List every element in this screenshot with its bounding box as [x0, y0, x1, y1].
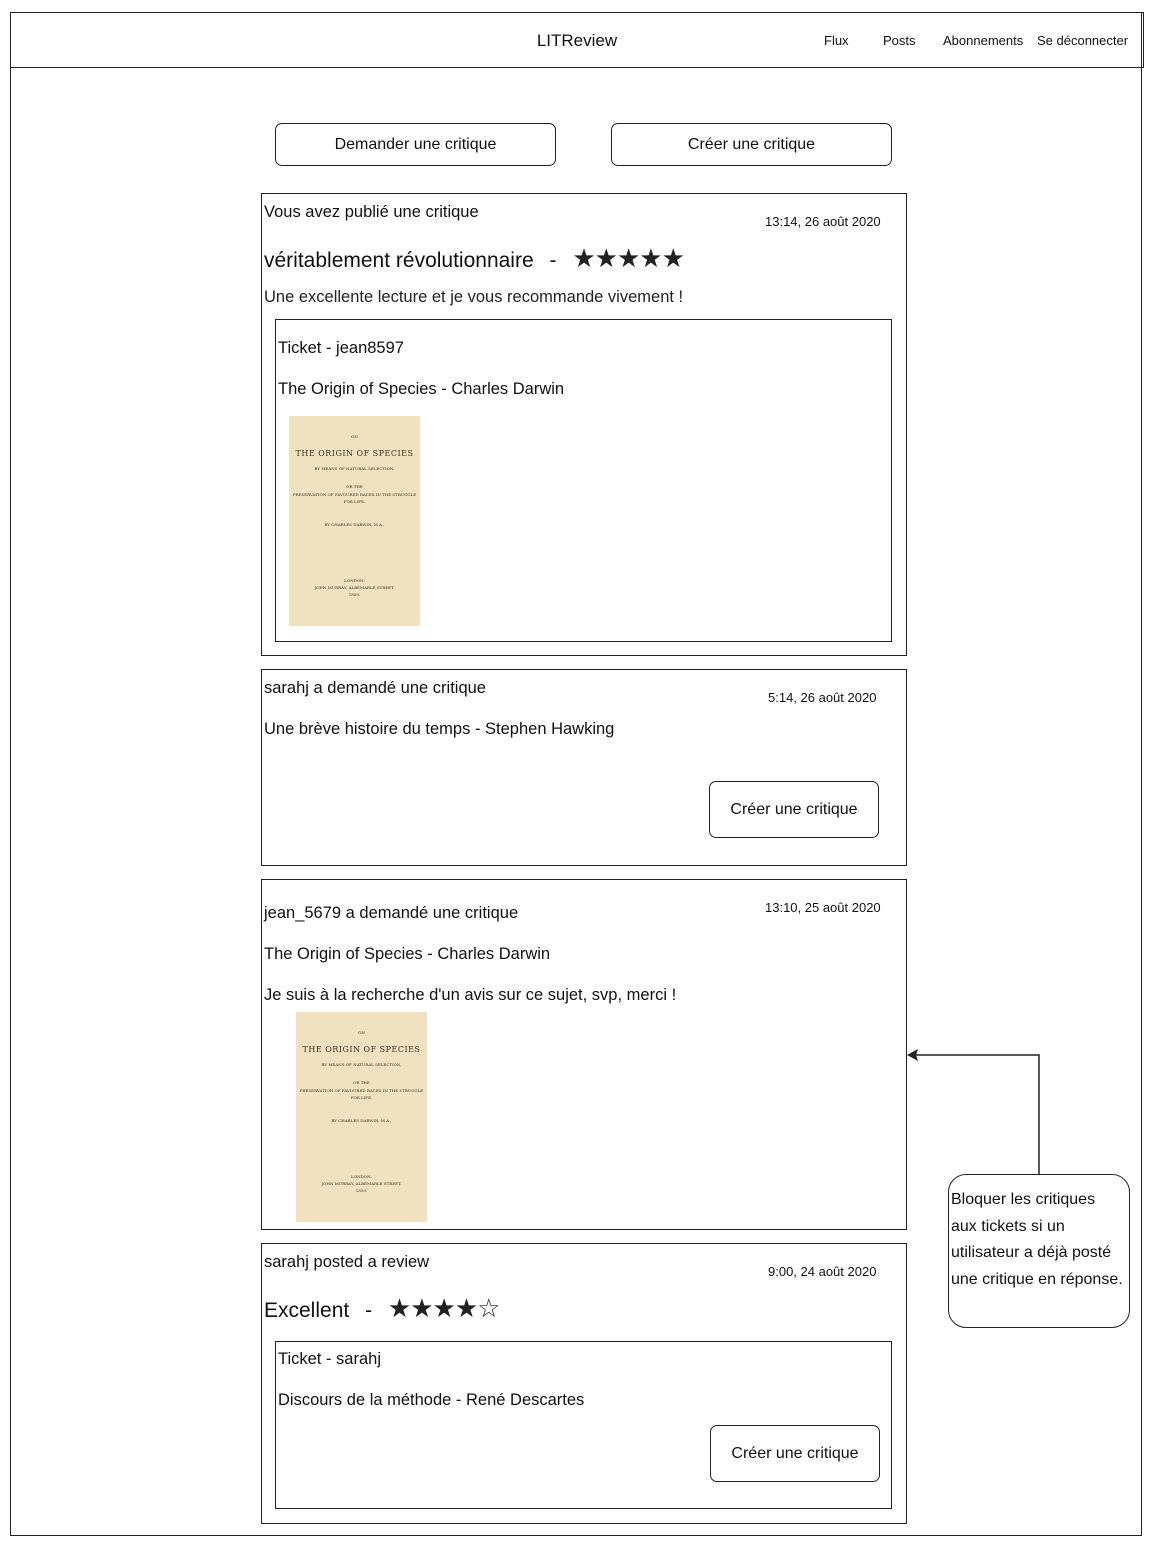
- review-title: Excellent: [264, 1299, 350, 1322]
- nav-link-abonnements[interactable]: Abonnements: [943, 33, 1024, 48]
- book-cover-image: ON THE ORIGIN OF SPECIES BY MEANS OF NATURAL SELECTION, OR THE PRESERVATION OF FAVOURED RACES IN THE STRUGGLE FOR LIFE. BY CHARLES DARWIN, M.A., LONDON: JOHN MURRAY, ALBEMARLE STREET. 1859.: [296, 1012, 427, 1222]
- title-separator: -: [365, 1299, 373, 1322]
- title-separator: -: [549, 249, 557, 272]
- ticket-book-title: The Origin of Species - Charles Darwin: [278, 380, 565, 398]
- post-timestamp: 13:10, 25 août 2020: [765, 900, 881, 915]
- ticket-book-title: Une brève histoire du temps - Stephen Hawking: [264, 720, 615, 738]
- post-header: sarahj posted a review: [264, 1253, 430, 1271]
- post-timestamp: 5:14, 26 août 2020: [768, 690, 877, 705]
- create-review-button[interactable]: Créer une critique: [709, 781, 879, 838]
- post-header: sarahj a demandé une critique: [264, 679, 486, 697]
- star-rating: ★★★★★: [572, 243, 684, 273]
- ticket-description: Je suis à la recherche d'un avis sur ce sujet, svp, merci !: [264, 986, 677, 1004]
- create-review-button[interactable]: Créer une critique: [710, 1425, 880, 1482]
- post-header: jean_5679 a demandé une critique: [264, 904, 519, 922]
- nav-link-flux[interactable]: Flux: [824, 33, 849, 48]
- create-review-button[interactable]: Créer une critique: [611, 123, 892, 166]
- post-timestamp: 13:14, 26 août 2020: [765, 214, 881, 229]
- annotation-note: Bloquer les critiques aux tickets si un utilisateur a déjà posté une critique en réponse.: [948, 1174, 1130, 1328]
- review-body: Une excellente lecture et je vous recommande vivement !: [264, 288, 684, 306]
- nav-link-logout[interactable]: Se déconnecter: [1037, 33, 1129, 48]
- post-header: Vous avez publié une critique: [264, 203, 479, 221]
- ticket-book-title: Discours de la méthode - René Descartes: [278, 1391, 585, 1409]
- nav-link-posts[interactable]: Posts: [883, 33, 916, 48]
- request-review-button[interactable]: Demander une critique: [275, 123, 556, 166]
- post-timestamp: 9:00, 24 août 2020: [768, 1264, 877, 1279]
- ticket-header: Ticket - jean8597: [278, 339, 404, 357]
- star-rating: ★★★★☆: [387, 1293, 500, 1323]
- review-title: véritablement révolutionnaire: [264, 249, 534, 272]
- ticket-header: Ticket - sarahj: [278, 1350, 381, 1368]
- book-cover-image: ON THE ORIGIN OF SPECIES BY MEANS OF NATURAL SELECTION, OR THE PRESERVATION OF FAVOURED RACES IN THE STRUGGLE FOR LIFE. BY CHARLES DARWIN, M.A., LONDON: JOHN MURRAY, ALBEMARLE STREET. 1859.: [289, 416, 420, 626]
- app-title: LITReview: [536, 31, 618, 50]
- ticket-book-title: The Origin of Species - Charles Darwin: [264, 945, 551, 963]
